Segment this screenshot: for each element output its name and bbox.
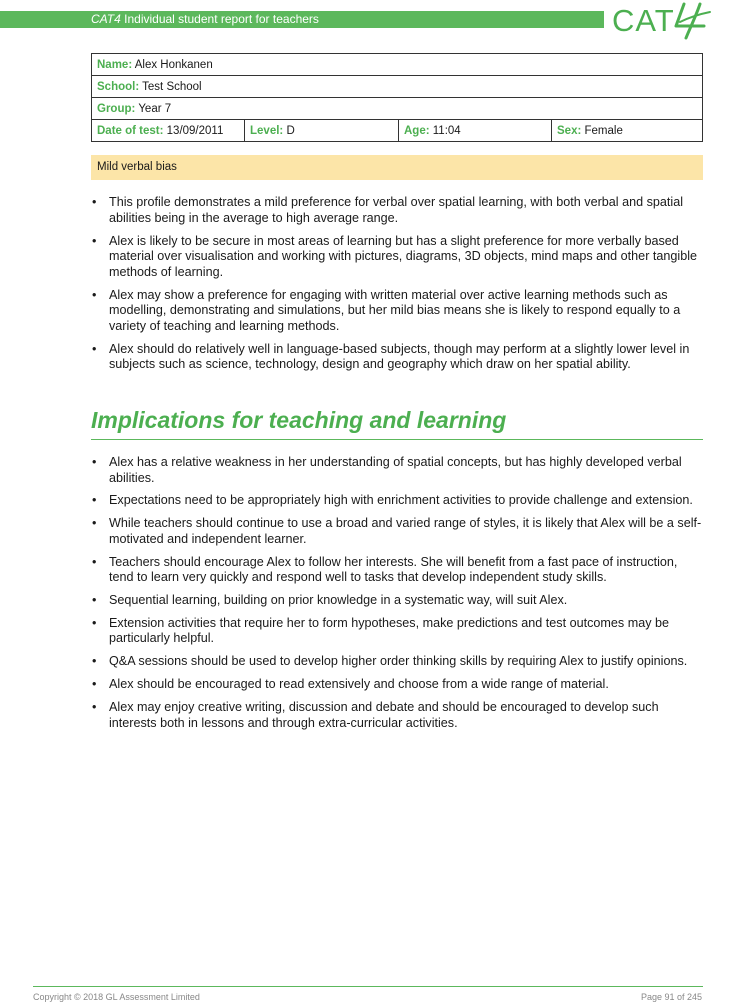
student-name: Alex Honkanen xyxy=(132,58,213,71)
level-cell xyxy=(245,120,399,142)
logo-text: CAT xyxy=(612,3,675,38)
list-item: • Alex should do relatively well in language-based subjects, though may perform at a slightly lower level in subjects such as science, technology, design and geography which draw on her spatial ability. xyxy=(91,342,705,373)
list-item: • Alex may show a preference for engaging with written material over active learning methods such as modelling, demonstrating and simulations, but her mild bias means she is likely to respond equally to a variety of teaching and learning methods. xyxy=(91,288,705,335)
footer-copyright: Copyright © 2018 GL Assessment Limited xyxy=(33,992,200,1002)
report-title-rest: Individual student report for teachers xyxy=(120,12,319,26)
group-row xyxy=(92,98,703,120)
implications-list xyxy=(91,455,705,739)
student-info-table xyxy=(91,53,703,142)
report-header-bar xyxy=(0,11,604,28)
report-title-cat4: CAT4 xyxy=(91,12,121,26)
profile-bias-label: Mild verbal bias xyxy=(97,161,177,173)
name-row xyxy=(92,54,703,76)
list-item: • While teachers should continue to use a broad and varied range of styles, it is likely that Alex will be a self-motivated and independent learner. xyxy=(91,516,705,547)
name-cell xyxy=(92,54,703,76)
details-row xyxy=(92,120,703,142)
name-label: Name: xyxy=(97,58,133,71)
age-value: 11:04 xyxy=(429,124,461,137)
list-item: • Sequential learning, building on prior knowledge in a systematic way, will suit Alex. xyxy=(91,593,705,609)
date-label: Date of test: xyxy=(97,124,164,137)
list-item: • Alex is likely to be secure in most areas of learning but has a slight preference for more verbally based material over visualisation and working with pictures, diagrams, 3D objects, mind maps and other tangible methods of learning. xyxy=(91,234,705,281)
group-cell xyxy=(92,98,703,120)
school-cell xyxy=(92,76,703,98)
date-cell xyxy=(92,120,245,142)
logo-four-glyph xyxy=(674,0,720,40)
sex-value: Female xyxy=(581,124,623,137)
list-item: • Alex has a relative weakness in her understanding of spatial concepts, but has highly developed verbal abilities. xyxy=(91,455,705,486)
age-cell xyxy=(399,120,552,142)
date-value: 13/09/2011 xyxy=(163,124,224,137)
sex-label: Sex: xyxy=(557,124,582,137)
cat4-logo xyxy=(612,0,732,42)
list-item: • Teachers should encourage Alex to follow her interests. She will benefit from a fast pace of instruction, tend to learn very quickly and respond well to tasks that develop independent study skills. xyxy=(91,555,705,586)
report-title xyxy=(91,11,319,28)
level-value: D xyxy=(283,124,295,137)
school-row xyxy=(92,76,703,98)
list-item: • Expectations need to be appropriately high with enrichment activities to provide challenge and extension. xyxy=(91,493,705,509)
school-label: School: xyxy=(97,80,140,93)
list-item: • This profile demonstrates a mild preference for verbal over spatial learning, with both verbal and spatial abilities being in the average to high average range. xyxy=(91,195,705,226)
group-label: Group: xyxy=(97,102,136,115)
level-label: Level: xyxy=(250,124,284,137)
footer-page-number: Page 91 of 245 xyxy=(641,992,703,1002)
profile-bias-band xyxy=(91,155,703,180)
footer-divider xyxy=(33,986,703,987)
list-item: • Extension activities that require her to form hypotheses, make predictions and test outcomes may be particularly helpful. xyxy=(91,616,705,647)
profile-description-list xyxy=(91,195,705,380)
list-item: • Q&A sessions should be used to develop higher order thinking skills by requiring Alex to justify opinions. xyxy=(91,654,705,670)
age-label: Age: xyxy=(404,124,430,137)
implications-heading: Implications for teaching and learning xyxy=(91,405,703,440)
list-item: • Alex should be encouraged to read extensively and choose from a wide range of material. xyxy=(91,677,705,693)
list-item: • Alex may enjoy creative writing, discussion and debate and should be encouraged to develop such interests both in lessons and through extra-curricular activities. xyxy=(91,700,705,731)
sex-cell xyxy=(552,120,703,142)
school-value: Test School xyxy=(139,80,202,93)
group-value: Year 7 xyxy=(135,102,172,115)
